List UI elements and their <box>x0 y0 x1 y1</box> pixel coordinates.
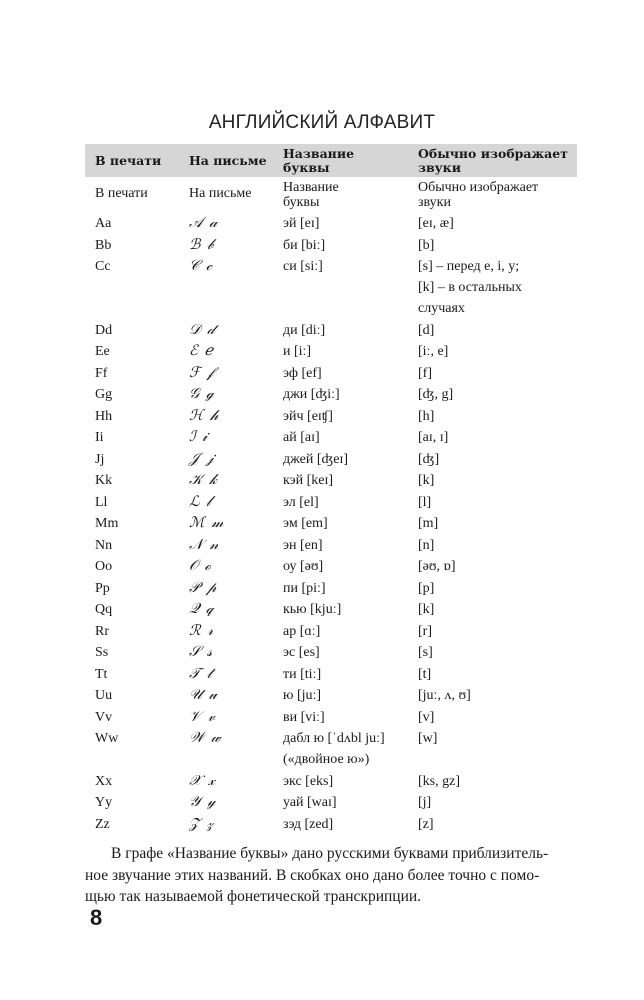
table-row <box>85 599 577 621</box>
table-row <box>85 427 577 449</box>
cell-script: 𝒩 𝓃 <box>189 536 220 553</box>
subheader-script: На письме <box>189 186 252 201</box>
table-row <box>85 513 577 535</box>
subheader-sounds: Обычно изображает звуки <box>418 180 539 210</box>
cell-print: Hh <box>95 408 113 424</box>
cell-name: оу [əʊ] <box>283 559 324 574</box>
cell-sounds: [k] <box>418 473 435 488</box>
cell-name: ю [juː] <box>283 688 322 703</box>
cell-sounds: [b] <box>418 237 435 253</box>
cell-sounds: [ks, gz] <box>418 773 460 789</box>
cell-sounds: [h] <box>418 408 435 424</box>
cell-name: эс [es] <box>283 645 320 660</box>
table-row <box>85 535 577 557</box>
cell-name: эй [eɪ] <box>283 216 320 231</box>
table-row <box>85 556 577 578</box>
table-row <box>85 341 577 363</box>
cell-script: ℱ 𝒻 <box>189 364 215 381</box>
cell-sounds: [p] <box>418 580 435 596</box>
table-row <box>85 642 577 664</box>
cell-script: 𝒞 𝒸 <box>189 258 214 274</box>
table-row <box>85 814 577 836</box>
table-header <box>85 144 577 177</box>
table-row <box>85 621 577 643</box>
table-row <box>85 363 577 385</box>
table-row <box>85 792 577 814</box>
cell-script: 𝒵 𝓏 <box>189 815 215 832</box>
page-title: АНГЛИЙСКИЙ АЛФАВИТ <box>208 112 436 133</box>
cell-name: кэй [keɪ] <box>283 473 334 488</box>
cell-print: Gg <box>95 387 113 402</box>
table-row <box>85 449 577 471</box>
header-name: Название буквы <box>283 146 355 175</box>
cell-script: 𝒪 ℴ <box>189 558 212 574</box>
cell-name: эф [ef] <box>283 365 322 381</box>
cell-name: уай [waɪ] <box>283 795 337 810</box>
cell-print: Dd <box>95 322 113 338</box>
cell-name: би [biː] <box>283 237 326 253</box>
cell-print: Pp <box>95 580 110 596</box>
header-sounds: Обычно изображает звуки <box>418 146 568 175</box>
cell-print: Rr <box>95 623 109 639</box>
cell-print: Mm <box>95 516 119 531</box>
subheader-print: В печати <box>95 186 148 201</box>
cell-sounds: [j] <box>418 795 432 810</box>
cell-sounds: [s] – перед e, i, y; [k] – в остальных случаях <box>418 259 522 316</box>
cell-print: Ff <box>95 365 108 381</box>
cell-script: 𝒟 𝒹 <box>189 321 216 338</box>
cell-script: 𝒴 𝓎 <box>189 794 217 810</box>
cell-sounds: [iː, e] <box>418 344 449 359</box>
paragraph-line: щью так называемой фонетической транскрипции. <box>85 888 422 905</box>
cell-name: и [iː] <box>283 344 312 359</box>
table-row <box>85 664 577 686</box>
cell-script: ℬ 𝒷 <box>189 236 215 253</box>
cell-print: Jj <box>95 451 105 467</box>
cell-sounds: [ʤ] <box>418 451 440 467</box>
subheader-name: Название буквы <box>283 180 339 210</box>
cell-print: Ww <box>95 731 119 746</box>
cell-name: экс [eks] <box>283 773 334 789</box>
table-row <box>85 771 577 793</box>
cell-name: эн [en] <box>283 537 323 553</box>
cell-print: Tt <box>95 666 108 682</box>
cell-print: Zz <box>95 816 110 832</box>
cell-script: 𝒜 𝒶 <box>189 215 219 231</box>
cell-sounds: [l] <box>418 494 432 510</box>
cell-script: 𝒢 ℊ <box>189 386 215 402</box>
cell-name: эйч [eɪʧ] <box>283 408 333 424</box>
cell-print: Vv <box>95 709 113 725</box>
explanation-paragraph <box>85 843 577 908</box>
cell-sounds: [v] <box>418 709 435 725</box>
paragraph-line: В графе «Название буквы» дано русскими буквами приблизитель- <box>111 845 549 862</box>
cell-sounds: [ʤ, g] <box>418 387 454 402</box>
table-row <box>85 235 577 257</box>
cell-name: эм [em] <box>283 516 328 531</box>
page-number: 8 <box>90 905 103 930</box>
cell-name: ди [diː] <box>283 322 326 338</box>
cell-sounds: [d] <box>418 322 435 338</box>
cell-name: дабл ю [ˈdʌbl juː] («двойное ю») <box>283 731 385 767</box>
cell-script: ℒ 𝓁 <box>189 493 212 510</box>
cell-sounds: [m] <box>418 516 439 531</box>
cell-sounds: [n] <box>418 537 435 553</box>
cell-name: ар [ɑː] <box>283 623 321 639</box>
cell-sounds: [z] <box>418 816 434 832</box>
table-row <box>85 470 577 492</box>
cell-print: Kk <box>95 473 113 488</box>
cell-print: Bb <box>95 237 112 253</box>
cell-script: 𝒮 𝓈 <box>189 644 214 660</box>
cell-sounds: [əʊ, ɒ] <box>418 559 456 574</box>
table-row <box>85 707 577 729</box>
table-row <box>85 492 577 514</box>
cell-sounds: [f] <box>418 365 432 381</box>
table-row <box>85 685 577 707</box>
cell-name: джей [ʤeɪ] <box>283 451 349 467</box>
table-row <box>85 213 577 235</box>
cell-script: 𝒱 𝓋 <box>189 708 216 725</box>
table-row <box>85 406 577 428</box>
cell-print: Yy <box>95 795 113 810</box>
table-subheader <box>85 177 577 213</box>
table-body <box>85 213 577 835</box>
cell-script: 𝒫 𝓅 <box>189 579 218 596</box>
cell-print: Ss <box>95 645 109 660</box>
cell-script: 𝒲 𝓌 <box>189 730 222 746</box>
cell-name: ти [tiː] <box>283 666 322 682</box>
alphabet-table <box>85 144 577 835</box>
cell-name: ай [aɪ] <box>283 430 320 445</box>
table-row <box>85 256 577 320</box>
table-row <box>85 320 577 342</box>
cell-print: Uu <box>95 688 113 703</box>
cell-script: 𝒬 𝓆 <box>189 601 215 617</box>
cell-sounds: [k] <box>418 602 435 617</box>
cell-script: ℰ ℯ <box>189 343 214 359</box>
cell-name: пи [piː] <box>283 580 326 596</box>
cell-name: джи [ʤiː] <box>283 387 340 402</box>
cell-print: Xx <box>95 773 113 789</box>
cell-name: си [siː] <box>283 259 323 274</box>
paragraph-line: ное звучание этих названий. В скобках оно дано более точно с помо- <box>85 866 540 884</box>
cell-script: ℳ 𝓂 <box>189 515 225 531</box>
cell-script: 𝒦 𝓀 <box>189 472 218 488</box>
cell-print: Ee <box>95 344 110 359</box>
header-script: На письме <box>189 153 267 168</box>
cell-script: 𝒥 𝒿 <box>189 450 215 467</box>
cell-print: Ll <box>95 494 108 510</box>
cell-name: ви [viː] <box>283 709 325 725</box>
cell-sounds: [juː, ʌ, ʊ] <box>418 688 471 703</box>
cell-print: Qq <box>95 602 113 617</box>
cell-print: Aa <box>95 216 112 231</box>
table-row <box>85 728 577 771</box>
cell-name: эл [el] <box>283 494 319 510</box>
cell-sounds: [w] <box>418 731 438 746</box>
cell-script: 𝒰 𝓊 <box>189 687 218 703</box>
cell-script: ℐ 𝒾 <box>189 429 209 445</box>
cell-print: Ii <box>95 430 104 445</box>
table-row <box>85 384 577 406</box>
cell-script: 𝒯 𝓉 <box>189 665 213 682</box>
cell-print: Cc <box>95 259 111 274</box>
table-row <box>85 578 577 600</box>
cell-sounds: [s] <box>418 645 433 660</box>
cell-script: 𝒳 𝓍 <box>189 772 216 789</box>
cell-sounds: [t] <box>418 666 432 682</box>
cell-print: Nn <box>95 537 113 553</box>
cell-print: Oo <box>95 559 113 574</box>
cell-sounds: [eɪ, æ] <box>418 216 454 231</box>
cell-name: зэд [zed] <box>283 816 334 832</box>
cell-script: ℛ 𝓇 <box>189 622 215 639</box>
header-print: В печати <box>95 153 162 168</box>
cell-sounds: [aɪ, ɪ] <box>418 430 449 445</box>
cell-name: кью [kjuː] <box>283 602 342 617</box>
cell-sounds: [r] <box>418 623 432 639</box>
cell-script: ℋ 𝒽 <box>189 407 220 424</box>
